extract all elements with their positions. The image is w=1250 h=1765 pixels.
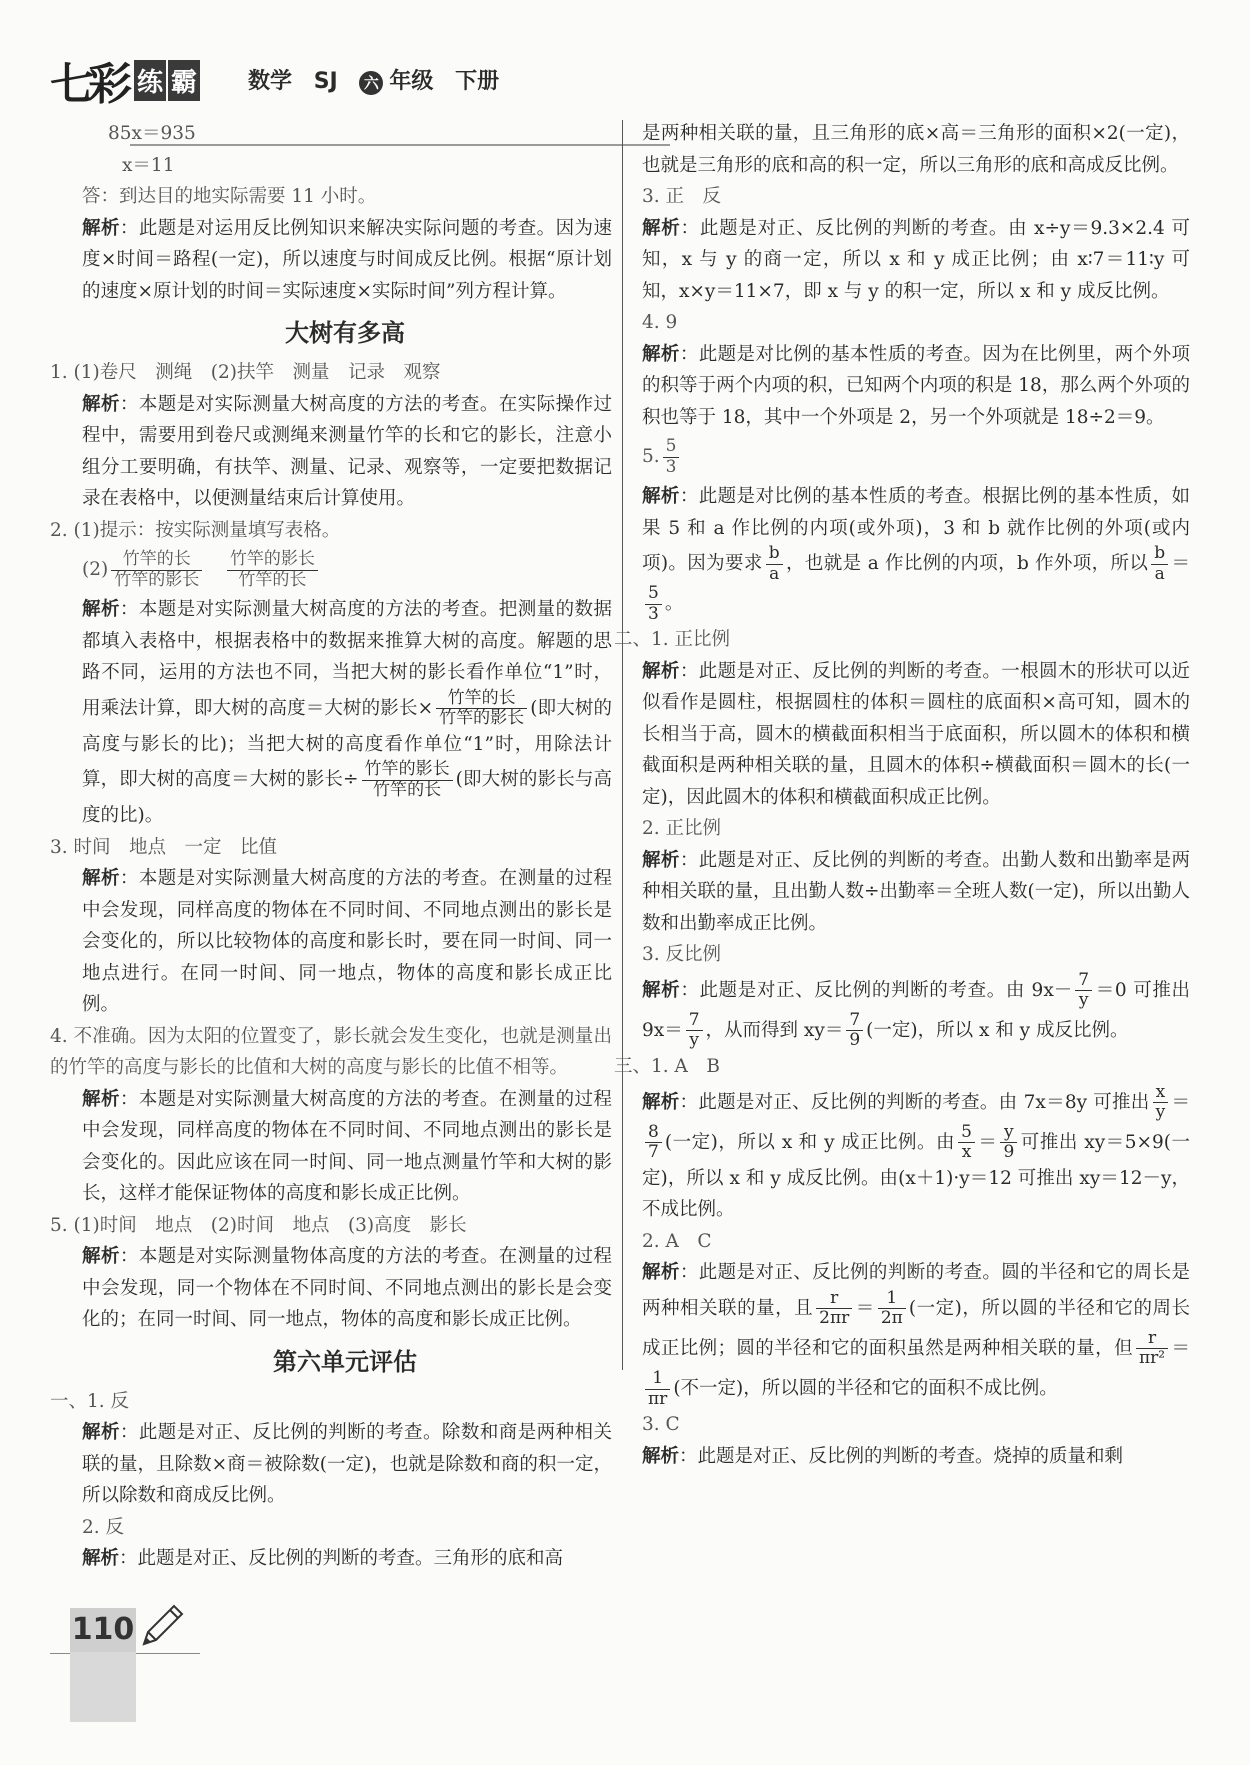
answer-line: 答：到达目的地实际需要 11 小时。 bbox=[82, 186, 377, 207]
fraction: $\frac{x}{y}$ bbox=[1153, 1083, 1169, 1123]
logo-char-1: 练 bbox=[134, 60, 166, 101]
analysis-paragraph: 解析：此题是对比例的基本性质的考查。因为在比例里，两个外项的积等于两个内项的积，已知两个内项的积是 18，那么两个外项的积也等于 18，其中一个外项是 2，另一个外项就是 18÷2＝9。 bbox=[642, 343, 1190, 428]
answer-line: 1. (1)卷尺 测绳 (2)扶竿 测量 记录 观察 bbox=[50, 362, 441, 383]
fraction: $\frac{\text{竹竿的影长}}{\text{竹竿的长}}$ bbox=[362, 760, 453, 800]
edition: SJ bbox=[313, 69, 338, 94]
logo-text-a: 七彩 bbox=[50, 59, 126, 110]
left-column bbox=[50, 118, 612, 1575]
brand-logo bbox=[50, 48, 202, 112]
volume: 下册 bbox=[455, 69, 500, 94]
answer-line: 二、1. 正比例 bbox=[614, 629, 731, 651]
answer-line: 4. 9 bbox=[642, 312, 678, 333]
grade-label: 年级 bbox=[389, 69, 434, 94]
fraction: $\frac{1}{2\pi}$ bbox=[878, 1289, 906, 1329]
answer-line: 3. 时间 地点 一定 比值 bbox=[50, 836, 278, 858]
fraction: $\frac{5}{3}$ bbox=[645, 584, 662, 624]
answer-line: 3. C bbox=[642, 1414, 680, 1436]
book-info bbox=[248, 64, 513, 95]
analysis-paragraph: 是两种相关联的量，且三角形的底×高＝三角形的面积×2(一定)，也就是三角形的底和高的积一定，所以三角形的底和高成反比例。 bbox=[642, 123, 1190, 176]
analysis-paragraph: 解析：本题是对实际测量大树高度的方法的考查。在测量的过程中会发现，同样高度的物体在不同时间、不同地点测出的影长是会变化的，所以比较物体的高度和影长时，要在同一时间、同一地点进行。在同一时间、同一地点，物体的高度和影长成正比例。 bbox=[82, 868, 612, 1016]
answer-line: 2. 正比例 bbox=[642, 818, 722, 840]
answer-line: 5. (1)时间 地点 (2)时间 地点 (3)高度 影长 bbox=[50, 1214, 467, 1236]
logo-char-2: 霸 bbox=[168, 60, 200, 101]
answer-line: 5. $\frac{5}{3}$ bbox=[642, 433, 1190, 481]
fraction: $\frac{1}{\pi r}$ bbox=[645, 1369, 670, 1409]
column-divider bbox=[622, 120, 623, 1370]
fraction: $\frac{y}{9}$ bbox=[1000, 1123, 1017, 1163]
fraction: $\frac{\text{竹竿的长}}{\text{竹竿的影长}}$ bbox=[436, 689, 527, 729]
fraction: $\frac{b}{a}$ bbox=[1151, 544, 1168, 584]
answer-line: 4. 不准确。因为太阳的位置变了，影长就会发生变化，也就是测量出的竹竿的高度与影长的比值和大树的高度与影长的比值不相等。 bbox=[50, 1025, 612, 1079]
fraction: $\frac{\text{竹竿的影长}}{\text{竹竿的长}}$ bbox=[227, 550, 318, 590]
analysis-paragraph: 解析：此题是对比例的基本性质的考查。根据比例的基本性质，如果 5 和 a 作比例的内项(或外项)，3 和 b 就作比例的外项(或内项)。因为要求 $\frac{b}{a}$ ，也就是 a 作比例的内项，b 作外项，所以 $\frac{b}{a}$ ＝ $\frac{5}{3}$ 。 bbox=[642, 486, 1191, 624]
fraction: $\frac{7}{y}$ bbox=[686, 1011, 703, 1051]
analysis-paragraph: 解析：本题是对实际测量大树高度的方法的考查。在测量的过程中会发现，同样高度的物体在不同时间、不同地点测出的影长是会变化的。因此应该在同一时间、同一地点测量竹竿和大树的影长，这样才能保证物体的高度和影长成正比例。 bbox=[82, 1088, 612, 1205]
analysis-paragraph: 解析：此题是对正、反比例的判断的考查。三角形的底和高 bbox=[82, 1548, 564, 1570]
equation-line: x＝11 bbox=[122, 154, 175, 176]
answer-line: 2. 反 bbox=[82, 1516, 125, 1538]
analysis-paragraph: 解析：此题是对运用反比例知识来解决实际问题的考查。因为速度×时间＝路程(一定)，所以速度与时间成反比例。根据“原计划的速度×原计划的时间＝实际速度×实际时间”列方程计算。 bbox=[82, 217, 612, 302]
analysis-paragraph: 解析：此题是对正、反比例的判断的考查。一根圆木的形状可以近似看作是圆柱，根据圆柱的体积＝圆柱的底面积×高可知，圆木的长相当于高，圆木的横截面积相当于底面积，所以圆木的体积和横截面积是两种相关联的量，且圆木的体积÷横截面积＝圆木的长(一定)，因此圆木的体积和横截面积成正比例。 bbox=[642, 660, 1190, 808]
subject: 数学 bbox=[248, 69, 293, 94]
equation-line: 85x＝935 bbox=[108, 123, 196, 144]
fraction: $\frac{8}{7}$ bbox=[645, 1123, 662, 1163]
page-number-strip bbox=[70, 1652, 136, 1722]
fraction: $\frac{r}{\text{πr²}}$ bbox=[1136, 1329, 1168, 1369]
analysis-paragraph: 解析：此题是对正、反比例的判断的考查。除数和商是两种相关联的量，且除数×商＝被除数(一定)，也就是除数和商的积一定，所以除数和商成反比例。 bbox=[82, 1422, 612, 1507]
answer-line: 三、1. A B bbox=[614, 1056, 720, 1077]
fraction: $\frac{r}{2\pi r}$ bbox=[816, 1289, 852, 1329]
answer-line: (2) $\frac{\text{竹竿的长}}{\text{竹竿的影长}}$ $\frac{\text{竹竿的影长}}{\text{竹竿的长}}$ bbox=[78, 546, 612, 594]
analysis-paragraph: 解析：本题是对实际测量大树高度的方法的考查。在实际操作过程中，需要用到卷尺或测绳来测量竹竿的长和它的影长，注意小组分工要明确，有扶竿、测量、记录、观察等，一定要把数据记录在表格中，以便测量结束后计算使用。 bbox=[82, 393, 612, 509]
answer-line: 2. (1)提示：按实际测量填写表格。 bbox=[50, 519, 341, 541]
fraction: $\frac{5}{3}$ bbox=[663, 437, 680, 477]
right-column bbox=[614, 118, 1191, 1472]
grade-badge: 六 bbox=[359, 71, 383, 95]
analysis-paragraph: 解析：此题是对正、反比例的判断的考查。由 9x－ $\frac{7}{y}$ ＝0 可推出 9x＝ $\frac{7}{y}$ ，从而得到 xy＝ $\frac{7}{9}$ (一定)，所以 x 和 y 成反比例。 bbox=[642, 969, 1190, 1051]
fraction: $\frac{7}{y}$ bbox=[1075, 971, 1092, 1011]
analysis-paragraph: 解析：本题是对实际测量物体高度的方法的考查。在测量的过程中会发现，同一个物体在不同时间、不同地点测出的影长是会变化的；在同一时间、同一地点，物体的高度和影长成正比例。 bbox=[82, 1246, 612, 1331]
answer-line: 一、1. 反 bbox=[50, 1390, 130, 1412]
pencil-icon bbox=[138, 1600, 188, 1650]
analysis-paragraph: 解析：此题是对正、反比例的判断的考查。出勤人数和出勤率是两种相关联的量，且出勤人数÷出勤率＝全班人数(一定)，所以出勤人数和出勤率成正比例。 bbox=[642, 849, 1190, 934]
logo-text-b bbox=[134, 60, 202, 101]
analysis-paragraph: 解析：此题是对正、反比例的判断的考查。由 x÷y＝9.3×2.4 可知，x 与 y 的商一定，所以 x 和 y 成正比例；由 x∶7＝11∶y 可知，x×y＝11×7，即 x 与 y 的积一定，所以 x 和 y 成反比例。 bbox=[642, 217, 1190, 302]
answer-line: 3. 正 反 bbox=[642, 186, 722, 207]
section-title: 大树有多高 bbox=[285, 319, 405, 347]
page-header bbox=[50, 48, 630, 110]
section-title: 第六单元评估 bbox=[273, 1347, 417, 1376]
fraction: $\frac{7}{9}$ bbox=[846, 1011, 863, 1051]
fraction: $\frac{\text{竹竿的长}}{\text{竹竿的影长}}$ bbox=[111, 550, 202, 590]
analysis-label: 解析 bbox=[82, 217, 120, 239]
fraction: $\frac{5}{x}$ bbox=[958, 1123, 975, 1163]
analysis-paragraph: 解析：此题是对正、反比例的判断的考查。烧掉的质量和剩 bbox=[642, 1445, 1124, 1467]
page-number: 110 bbox=[70, 1608, 136, 1652]
answer-line: 2. A C bbox=[642, 1230, 712, 1252]
analysis-paragraph: 解析：此题是对正、反比例的判断的考查。由 7x＝8y 可推出 $\frac{x}{y}$ ＝ $\frac{8}{7}$ (一定)，所以 x 和 y 成正比例。由 $\frac{5}{x}$ ＝ $\frac{y}{9}$ 可推出 xy＝5×9(一定)，所以 x 和 y 成反比例。由(x＋1)·y＝12 可推出 xy＝12－y，不成比例。 bbox=[642, 1081, 1190, 1221]
fraction: $\frac{b}{a}$ bbox=[766, 544, 783, 584]
analysis-paragraph: 解析：此题是对正、反比例的判断的考查。圆的半径和它的周长是两种相关联的量，且 $\frac{r}{2\pi r}$ ＝ $\frac{1}{2\pi}$ (一定)，所以圆的半径和它的周长成正比例；圆的半径和它的面积虽然是两种相关联的量，但 $\frac{r}{\text{πr²}}$ ＝ $\frac{1}{\pi r}$ (不一定)，所以圆的半径和它的面积不成比例。 bbox=[642, 1262, 1190, 1409]
analysis-paragraph: 解析：本题是对实际测量大树高度的方法的考查。把测量的数据都填入表格中，根据表格中的数据来推算大树的高度。解题的思路不同，运用的方法也不同，当把大树的影长看作单位“1”时，用乘法计算，即大树的高度＝大树的影长× $\frac{\text{竹竿的长}}{\text{竹竿的影长}}$ (即大树的高度与影长的比)；当把大树的高度看作单位“1”时，用除法计算，即大树的高度＝大树的影长÷ $\frac{\text{竹竿的影长}}{\text{竹竿的长}}$ (即大树的影长与高度的比)。 bbox=[82, 599, 612, 827]
answer-line: 3. 反比例 bbox=[642, 944, 722, 966]
